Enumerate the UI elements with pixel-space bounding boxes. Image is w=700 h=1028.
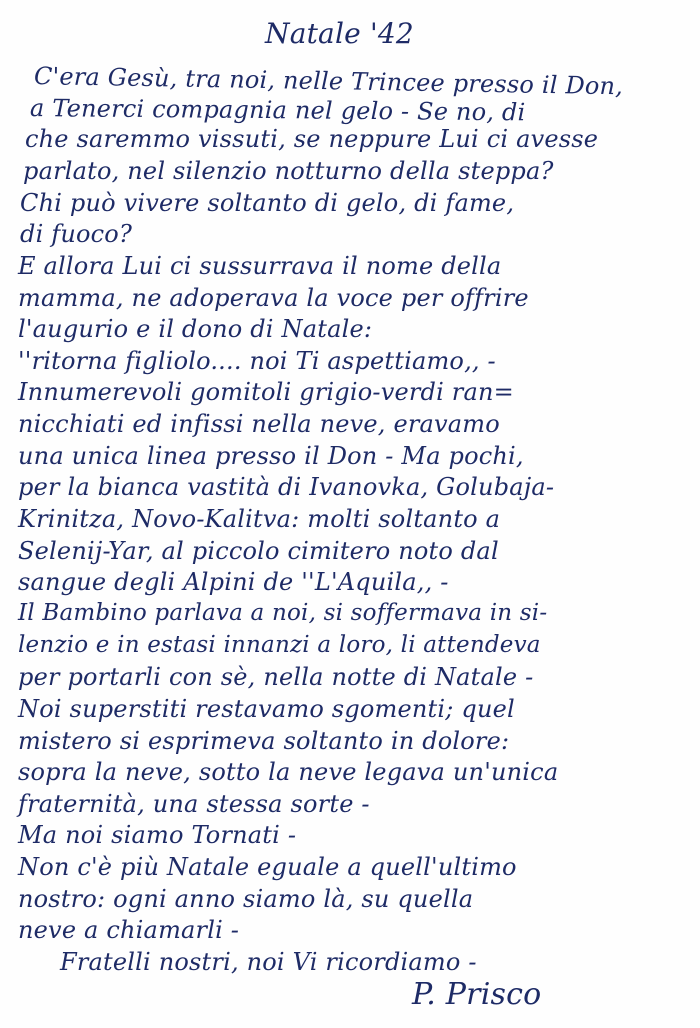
letter-line: mamma, ne adoperava la voce per offrire bbox=[18, 283, 529, 312]
letter-line: a Tenerci compagnia nel gelo - Se no, di bbox=[29, 93, 526, 126]
letter-line: sopra la neve, sotto la neve legava un'unica bbox=[18, 758, 559, 787]
letter-line: lenzio e in estasi innanzi a loro, li attendeva bbox=[18, 631, 541, 658]
letter-line: Il Bambino parlava a noi, si soffermava in si- bbox=[18, 599, 548, 626]
letter-line: sangue degli Alpini de ''L'Aquila,, - bbox=[18, 568, 449, 597]
letter-line: C'era Gesù, tra noi, nelle Trincee presso il Don, bbox=[33, 62, 624, 101]
letter-line: Ma noi siamo Tornati - bbox=[18, 821, 297, 850]
letter-line: Chi può vivere soltanto di gelo, di fame, bbox=[20, 188, 515, 217]
letter-line: neve a chiamarli - bbox=[18, 916, 240, 945]
letter-line: nicchiati ed infissi nella neve, eravamo bbox=[18, 410, 500, 439]
letter-line: per portarli con sè, nella notte di Natale - bbox=[18, 663, 534, 692]
letter-line: per la bianca vastità di Ivanovka, Golubaja- bbox=[18, 473, 555, 502]
letter-line: Noi superstiti restavamo sgomenti; quel bbox=[18, 694, 515, 723]
letter-line: fraternità, una stessa sorte - bbox=[18, 789, 370, 818]
letter-line: E allora Lui ci sussurrava il nome della bbox=[18, 251, 502, 280]
letter-line: Selenij-Yar, al piccolo cimitero noto dal bbox=[18, 536, 499, 565]
letter-line: una unica linea presso il Don - Ma pochi, bbox=[18, 441, 524, 470]
signature: P. Prisco bbox=[412, 977, 542, 1012]
letter-line: mistero si esprimeva soltanto in dolore: bbox=[18, 726, 510, 755]
letter-line: Innumerevoli gomitoli grigio-verdi ran= bbox=[18, 378, 514, 407]
letter-line: l'augurio e il dono di Natale: bbox=[18, 315, 373, 344]
letter-line: nostro: ogni anno siamo là, su quella bbox=[18, 884, 474, 913]
letter-line: ''ritorna figliolo.... noi Ti aspettiamo,, - bbox=[18, 346, 496, 375]
letter-title: Natale '42 bbox=[265, 17, 414, 50]
letter-line: di fuoco? bbox=[20, 220, 133, 249]
letter-line: parlato, nel silenzio notturno della steppa? bbox=[23, 156, 554, 185]
letter-line: che saremmo vissuti, se neppure Lui ci avesse bbox=[25, 125, 599, 154]
letter-line: Non c'è più Natale eguale a quell'ultimo bbox=[18, 853, 517, 882]
letter-line: Krinitza, Novo-Kalitva: molti soltanto a bbox=[18, 505, 501, 533]
letter-line: Fratelli nostri, noi Vi ricordiamo - bbox=[60, 948, 477, 976]
